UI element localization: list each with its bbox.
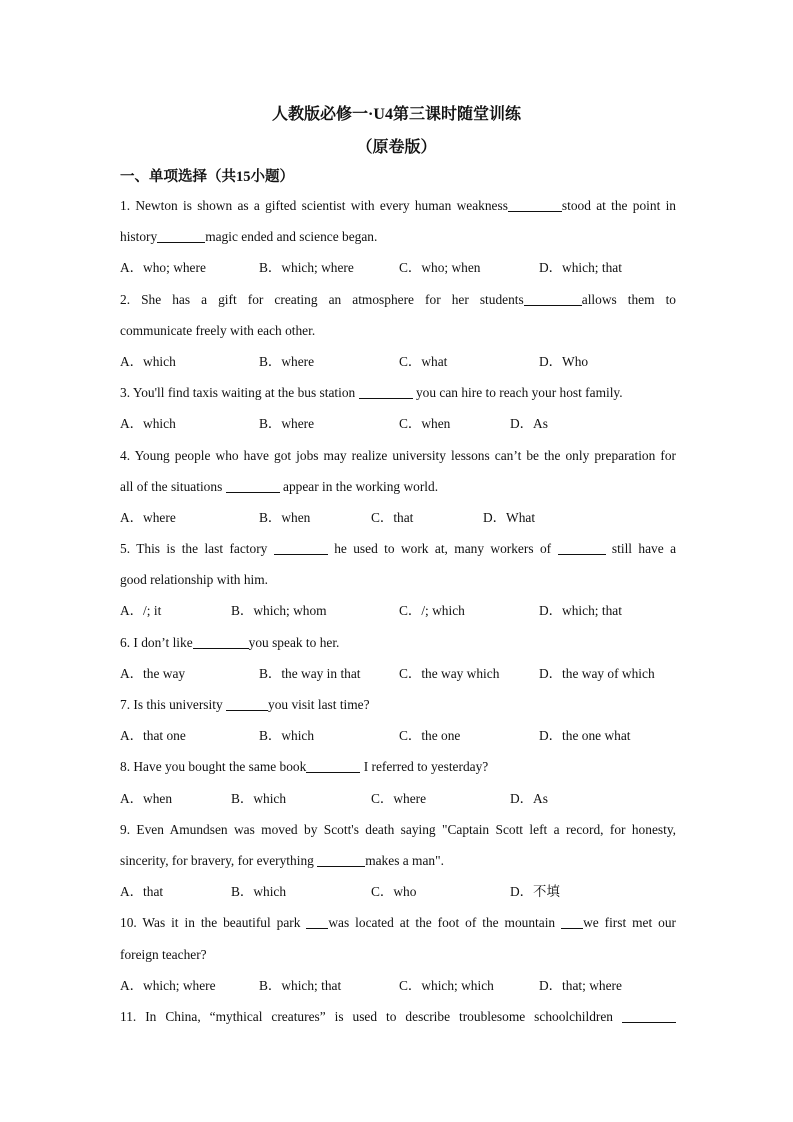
question-line: good relationship with him. (120, 572, 269, 588)
option-a[interactable]: A．/; it (120, 603, 162, 619)
question-line: history magic ended and science began. (120, 229, 378, 245)
option-d[interactable]: D．which; that (539, 260, 622, 276)
answer-blank (622, 1008, 676, 1023)
document-title: 人教版必修一·U4第三课时随堂训练 (272, 106, 521, 123)
question-line: 10. Was it in the beautiful park was located at the foot of the mountain we first met our (120, 915, 676, 931)
option-a[interactable]: A．that one (120, 728, 186, 744)
option-d[interactable]: D．Who (539, 353, 589, 369)
option-row (120, 658, 676, 689)
question-line: foreign teacher? (120, 946, 207, 962)
question-line: 8. Have you bought the same book I referred to yesterday? (120, 759, 489, 775)
option-c[interactable]: C．where (371, 790, 427, 806)
option-c[interactable]: C．what (399, 353, 448, 369)
option-b[interactable]: B．where (259, 353, 315, 369)
question-line: sincerity, for bravery, for everything makes a man". (120, 852, 444, 868)
option-a[interactable]: A．when (120, 790, 173, 806)
document-subtitle: （原卷版） (356, 139, 437, 156)
section-heading: 一、单项选择（共15小题） (120, 169, 294, 185)
option-d[interactable]: D．that; where (539, 977, 622, 993)
answer-blank (274, 540, 328, 555)
option-b[interactable]: B．which (231, 884, 287, 900)
answer-blank (157, 228, 205, 243)
question-line: 11. In China, “mythical creatures” is used to describe troublesome schoolchildren (120, 1001, 676, 1032)
option-b[interactable]: B．which; whom (231, 603, 327, 619)
option-c[interactable]: C．which; which (399, 977, 494, 993)
answer-blank (561, 914, 583, 929)
option-a[interactable]: A．who; where (120, 260, 206, 276)
option-row (120, 252, 676, 283)
option-c[interactable]: C．that (371, 509, 414, 525)
question-line: 2. She has a gift for creating an atmosphere for her students allows them to (120, 291, 676, 307)
option-row (120, 876, 676, 907)
answer-blank (306, 758, 360, 773)
answer-blank (524, 291, 582, 306)
question-line: 4. Young people who have got jobs may realize university lessons can’t be the only preparation for (120, 447, 676, 463)
option-row (120, 783, 676, 814)
answer-blank (226, 696, 268, 711)
option-row (120, 970, 676, 1001)
answer-blank (193, 634, 249, 649)
option-b[interactable]: B．the way in that (259, 665, 361, 681)
option-a[interactable]: A．which (120, 416, 176, 432)
option-row (120, 595, 676, 626)
option-b[interactable]: B．which; where (259, 260, 354, 276)
option-c[interactable]: C．/; which (399, 603, 465, 619)
option-d[interactable]: D．不填 (510, 884, 560, 900)
option-row (120, 408, 676, 439)
option-d[interactable]: D．the one what (539, 728, 631, 744)
question-line: 6. I don’t like you speak to her. (120, 634, 340, 650)
question-line: all of the situations appear in the working world. (120, 478, 439, 494)
question-list (120, 190, 676, 1032)
answer-blank (306, 914, 328, 929)
question-line: 1. Newton is shown as a gifted scientist with every human weakness stood at the point in (120, 198, 676, 213)
answer-blank (508, 197, 562, 212)
option-b[interactable]: B．which; that (259, 977, 342, 993)
option-d[interactable]: D．As (510, 790, 548, 806)
option-d[interactable]: D．which; that (539, 603, 622, 619)
answer-blank (558, 540, 606, 555)
option-d[interactable]: D．As (510, 416, 548, 432)
question-line: communicate freely with each other. (120, 322, 316, 338)
option-b[interactable]: B．when (259, 509, 311, 525)
question-line: 5. This is the last factory he used to work at, many workers of still have a (120, 541, 676, 557)
option-a[interactable]: A．which (120, 353, 176, 369)
option-a[interactable]: A．the way (120, 665, 186, 681)
question-line: 7. Is this university you visit last time? (120, 697, 370, 712)
option-row (120, 346, 676, 377)
answer-blank (317, 852, 365, 867)
option-c[interactable]: C．who (371, 884, 417, 900)
answer-blank (226, 478, 280, 493)
option-b[interactable]: B．where (259, 416, 315, 432)
option-row (120, 502, 676, 533)
option-b[interactable]: B．which (259, 728, 315, 744)
answer-blank (359, 384, 413, 399)
question-line: 9. Even Amundsen was moved by Scott's death saying "Captain Scott left a record, for honesty, (120, 821, 676, 837)
option-c[interactable]: C．the way which (399, 665, 500, 681)
option-a[interactable]: A．that (120, 884, 164, 900)
option-c[interactable]: C．who; when (399, 260, 481, 276)
option-c[interactable]: C．the one (399, 728, 461, 744)
option-b[interactable]: B．which (231, 790, 287, 806)
option-d[interactable]: D．the way of which (539, 665, 655, 681)
option-row (120, 720, 676, 751)
option-a[interactable]: A．where (120, 509, 176, 525)
question-line: 3. You'll find taxis waiting at the bus station you can hire to reach your host family. (120, 385, 623, 401)
option-d[interactable]: D．What (483, 509, 536, 525)
option-a[interactable]: A．which; where (120, 977, 216, 993)
option-c[interactable]: C．when (399, 416, 451, 432)
